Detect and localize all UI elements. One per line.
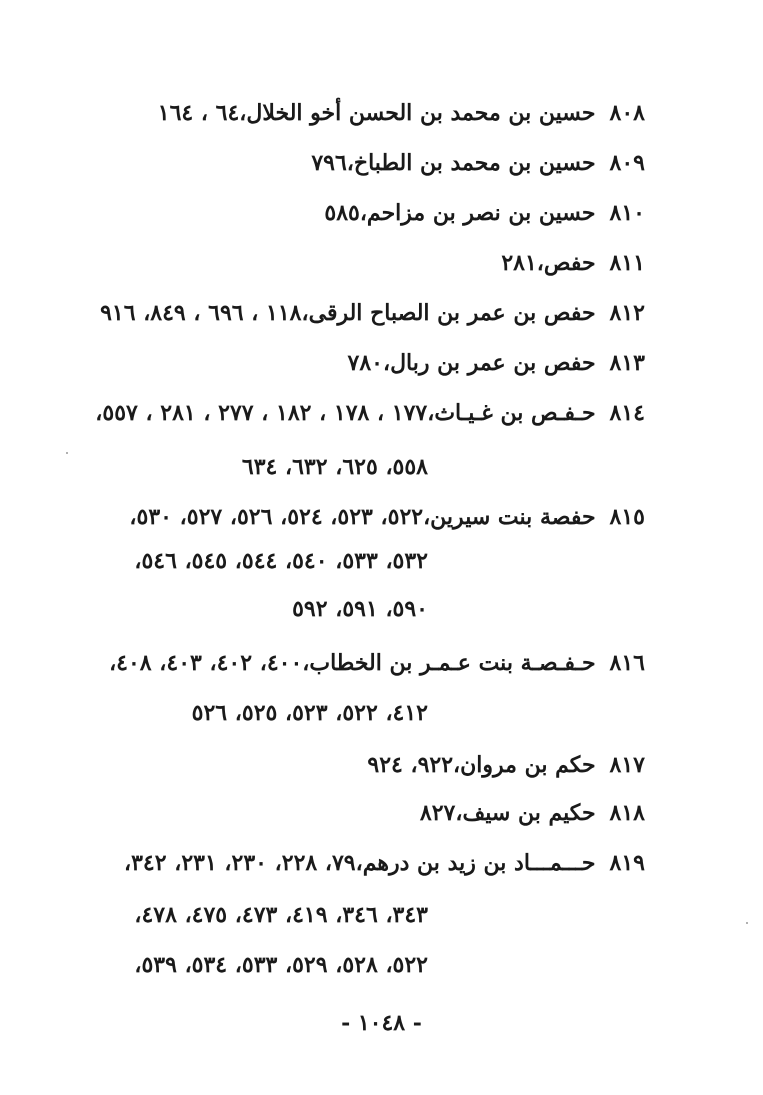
entry-number: ٨١٧: [609, 752, 645, 778]
index-entry: [420, 798, 645, 828]
index-entry: [367, 750, 645, 780]
entry-number: ٨٠٩: [609, 150, 645, 176]
entry-continuation: ٥٣٢، ٥٣٣، ٥٤٠، ٥٤٤، ٥٤٥، ٥٤٦،: [134, 548, 428, 574]
index-entry: [109, 648, 645, 678]
entry-number: ٨١٢: [609, 300, 645, 326]
entry-number: ٨١٨: [609, 800, 645, 826]
entry-number: ٨١٥: [609, 504, 645, 530]
entry-text: حفص،٢٨١: [501, 250, 596, 276]
entry-continuation: ٥٩٠، ٥٩١، ٥٩٢: [292, 596, 428, 622]
page-number: - ١٠٤٨ -: [341, 1010, 422, 1036]
entry-continuation: ٣٤٣، ٣٤٦، ٤١٩، ٤٧٣، ٤٧٥، ٤٧٨،: [134, 902, 428, 928]
index-entry: [95, 398, 645, 428]
entry-text: حسين بن نصر بن مزاحم،٥٨٥: [324, 200, 596, 226]
entry-text: حفص بن عمر بن الصباح الرقى،١١٨ ، ٦٩٦ ، ٨٤٩، ٩١٦: [100, 300, 596, 326]
entry-text: حفص بن عمر بن ربال،٧٨٠: [347, 350, 596, 376]
index-entry: [501, 248, 645, 278]
entry-number: ٨١٩: [609, 850, 645, 876]
entry-text: حكيم بن سيف،٨٢٧: [419, 800, 596, 826]
entry-number: ٨١١: [609, 250, 645, 276]
entry-text: حـفـص بن غـيـاث،١٧٧ ، ١٧٨ ، ١٨٢ ، ٢٧٧ ، ٢٨١ ، ٥٥٧،: [95, 400, 596, 426]
entry-continuation: ٥٥٨، ٦٢٥، ٦٣٢، ٦٣٤: [241, 454, 428, 480]
entry-text: حـفـصـة بنت عـمـر بن الخطاب،٤٠٠، ٤٠٢، ٤٠٣، ٤٠٨،: [109, 650, 596, 676]
index-entry: [124, 848, 645, 878]
entry-text: حسين بن محمد بن الطباخ،٧٩٦: [311, 150, 596, 176]
entry-number: ٨١٦: [609, 650, 645, 676]
index-entry: [129, 502, 645, 532]
entry-text: حفصة بنت سيرين،٥٢٢، ٥٢٣، ٥٢٤، ٥٢٦، ٥٢٧، ٥٣٠،: [129, 504, 596, 530]
entry-number: ٨١٣: [609, 350, 645, 376]
entry-text: حـــمـــاد بن زيد بن درهم،٧٩، ٢٢٨، ٢٣٠، ٢٣١، ٣٤٢،: [123, 850, 596, 876]
index-entry: [158, 98, 645, 128]
entry-text: حسين بن محمد بن الحسن أخو الخلال،٦٤ ، ١٦٤: [157, 100, 596, 126]
scan-speck: [746, 922, 748, 924]
index-entry: [100, 298, 645, 328]
scan-speck: [66, 452, 68, 454]
index-entry: [311, 148, 645, 178]
entry-continuation: ٤١٢، ٥٢٢، ٥٢٣، ٥٢٥، ٥٢٦: [191, 700, 428, 726]
index-entry: [324, 198, 645, 228]
entry-number: ٨٠٨: [609, 100, 645, 126]
index-entry: [348, 348, 645, 378]
entry-continuation: ٥٢٢، ٥٢٨، ٥٢٩، ٥٣٣، ٥٣٤، ٥٣٩،: [134, 952, 428, 978]
entry-number: ٨١٤: [609, 400, 645, 426]
entry-number: ٨١٠: [609, 200, 645, 226]
entry-text: حكم بن مروان،٩٢٢، ٩٢٤: [367, 752, 596, 778]
